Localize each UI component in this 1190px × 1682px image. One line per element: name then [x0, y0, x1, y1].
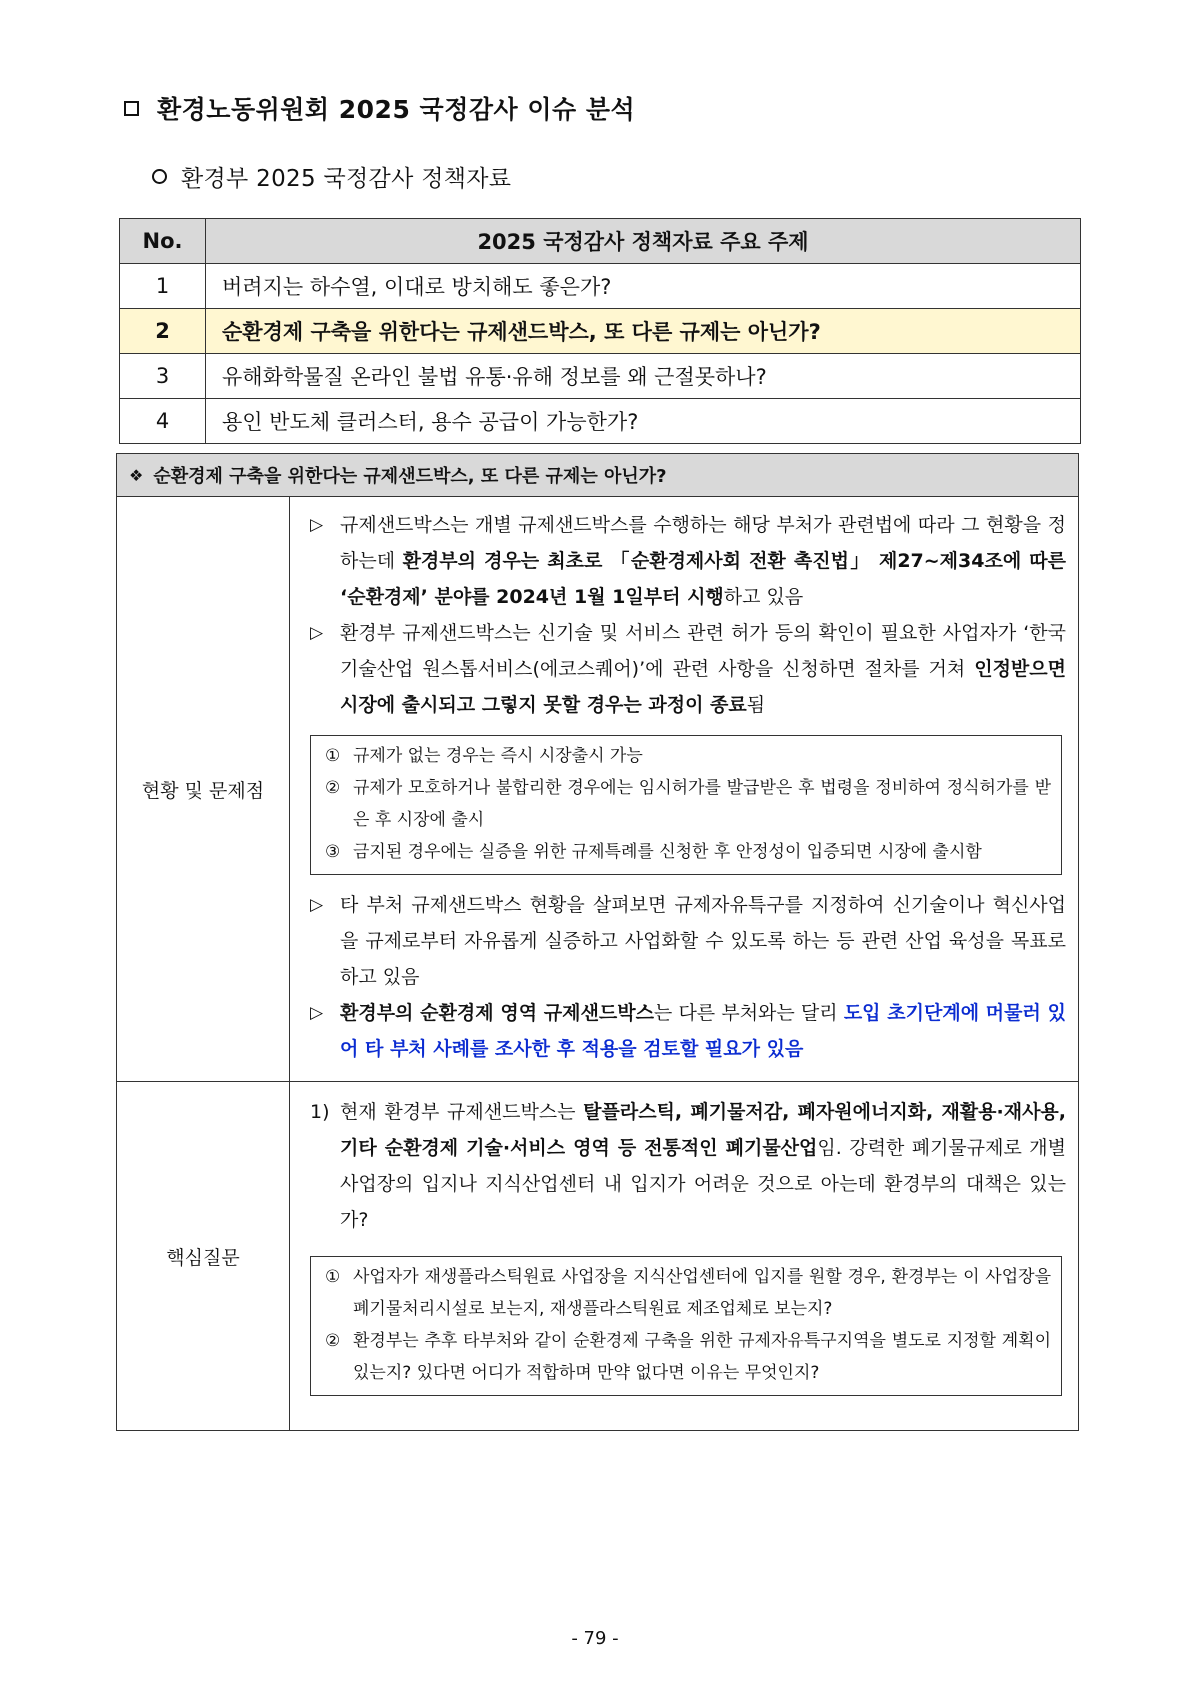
page-number: - 79 - — [571, 1628, 619, 1649]
para-text: 타 부처 규제샌드박스 현황을 살펴보면 규제자유특구를 지정하여 신기술이나 혁신사업을 규제로부터 자유롭게 실증하고 사업화할 수 있도록 하는 등 관련 산업 육성을 목표로 하고 있음 — [340, 894, 1066, 988]
topics-header-row — [120, 219, 1081, 264]
triangle-bullet-icon: ▷ — [310, 515, 324, 535]
para-text: 현재 환경부 규제샌드박스는 — [340, 1101, 584, 1123]
triangle-bullet-icon: ▷ — [310, 1003, 324, 1023]
page-heading — [124, 90, 635, 126]
questions-label: 핵심질문 — [117, 1082, 290, 1430]
question-number: 1) — [310, 1101, 330, 1123]
row-topic: 버려지는 하수열, 이대로 방치해도 좋은가? — [206, 264, 1081, 309]
item-number: ② — [325, 778, 341, 798]
row-topic: 유해화학물질 온라인 불법 유통·유해 정보를 왜 근절못하나? — [206, 354, 1081, 399]
item-text: 규제가 모호하거나 불합리한 경우에는 임시허가를 발급받은 후 법령을 정비하여 정식허가를 받은 후 시장에 출시 — [353, 778, 1051, 830]
table-row — [120, 399, 1081, 444]
para-text: 환경부 규제샌드박스는 신기술 및 서비스 관련 허가 등의 확인이 필요한 사업자가 ‘한국기술산업 원스톱서비스(에코스퀘어)’에 관련 사항을 신청하면 절차를 거쳐 — [340, 622, 1066, 680]
analysis-table — [116, 453, 1079, 1431]
para-text: 됨 — [746, 694, 766, 716]
para-bold: 환경부의 경우는 최초로 「순환경제사회 전환 촉진법」 제27~제34조에 따른 ‘순환경제’ 분야를 2024년 1월 1일부터 시행 — [340, 550, 1066, 608]
para-blue-emphasis: 도입 초기단계에 머물러 있어 타 부처 사례를 조사한 후 적용을 검토할 필요가 있음 — [340, 1002, 1066, 1060]
question-1 — [310, 1094, 1066, 1238]
status-content — [290, 497, 1078, 1081]
para-bold: 인정받으면 시장에 출시되고 그렇지 못할 경우는 과정이 종료 — [340, 658, 1066, 716]
row-no: 1 — [120, 264, 206, 309]
row-no: 4 — [120, 399, 206, 444]
para-text: 하고 있음 — [723, 586, 804, 608]
row-topic: 순환경제 구축을 위한다는 규제샌드박스, 또 다른 규제는 아닌가? — [206, 309, 1081, 354]
item-text: 규제가 없는 경우는 즉시 시장출시 가능 — [353, 746, 643, 766]
square-bullet-icon — [124, 101, 139, 116]
status-paragraph-2 — [310, 615, 1066, 723]
list-item — [325, 836, 1051, 868]
item-number: ① — [325, 746, 341, 766]
para-text: 는 다른 부처와는 달리 — [653, 1002, 844, 1024]
section-title — [117, 454, 1078, 497]
para-bold: 환경부의 순환경제 영역 규제샌드박스 — [340, 1002, 654, 1024]
page-heading-text: 환경노동위원회 2025 국정감사 이슈 분석 — [157, 95, 636, 124]
status-paragraph-4 — [310, 995, 1066, 1067]
table-row — [120, 354, 1081, 399]
section-title-text: 순환경제 구축을 위한다는 규제샌드박스, 또 다른 규제는 아닌가? — [153, 466, 667, 487]
list-item — [325, 740, 1051, 772]
status-label: 현황 및 문제점 — [117, 497, 290, 1081]
sub-questions-box — [310, 1256, 1062, 1396]
sub-heading-text: 환경부 2025 국정감사 정책자료 — [181, 166, 512, 192]
list-item — [325, 1325, 1051, 1389]
triangle-bullet-icon: ▷ — [310, 895, 324, 915]
row-topic: 용인 반도체 클러스터, 용수 공급이 가능한가? — [206, 399, 1081, 444]
row-no: 2 — [120, 309, 206, 354]
item-number: ① — [325, 1267, 341, 1287]
item-text: 금지된 경우에는 실증을 위한 규제특례를 신청한 후 안정성이 입증되면 시장에 출시함 — [353, 842, 982, 862]
item-number: ② — [325, 1331, 341, 1351]
col-no-header: No. — [120, 219, 206, 264]
list-item — [325, 772, 1051, 836]
status-row — [117, 497, 1078, 1082]
row-no: 3 — [120, 354, 206, 399]
item-number: ③ — [325, 842, 341, 862]
questions-row — [117, 1082, 1078, 1430]
questions-content — [290, 1082, 1078, 1430]
item-text: 사업자가 재생플라스틱원료 사업장을 지식산업센터에 입지를 원할 경우, 환경부는 이 사업장을 폐기물처리시설로 보는지, 재생플라스틱원료 제조업체로 보는지? — [353, 1267, 1051, 1319]
diamond-bullet-icon: ❖ — [129, 465, 144, 485]
circle-bullet-icon — [152, 169, 167, 184]
triangle-bullet-icon: ▷ — [310, 623, 324, 643]
item-text: 환경부는 추후 타부처와 같이 순환경제 구축을 위한 규제자유특구지역을 별도로 지정할 계획이 있는지? 있다면 어디가 적합하며 만약 없다면 이유는 무엇인지? — [353, 1331, 1051, 1383]
status-paragraph-1 — [310, 507, 1066, 615]
list-item — [325, 1261, 1051, 1325]
topics-table — [119, 218, 1081, 444]
sub-heading — [152, 160, 511, 193]
para-text: 규제샌드박스는 개별 규제샌드박스를 수행하는 해당 부처가 관련법에 따라 그 현황을 정하는데 — [340, 514, 1066, 572]
status-paragraph-3 — [310, 887, 1066, 995]
table-row-highlighted — [120, 309, 1081, 354]
para-bold: 탈플라스틱, 폐기물저감, 폐자원에너지화, 재활용·재사용, 기타 순환경제 기술·서비스 영역 등 전통적인 폐기물산업 — [340, 1101, 1067, 1159]
sandbox-process-box — [310, 735, 1062, 875]
para-text: 임. 강력한 폐기물규제로 개별 사업장의 입지나 지식산업센터 내 입지가 어려운 것으로 아는데 환경부의 대책은 있는가? — [340, 1137, 1066, 1231]
table-row — [120, 264, 1081, 309]
col-topic-header: 2025 국정감사 정책자료 주요 주제 — [206, 219, 1081, 264]
